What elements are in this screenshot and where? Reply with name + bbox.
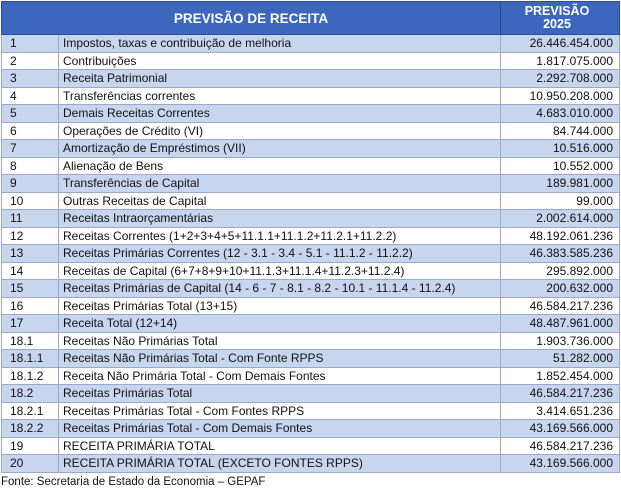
row-code: 11: [2, 210, 59, 228]
table-row: [2, 70, 620, 88]
table-title: PREVISÃO DE RECEITA: [2, 2, 501, 35]
row-label: Impostos, taxas e contribuição de melhoria: [59, 35, 501, 53]
table-row: [2, 227, 620, 245]
row-value: 46.383.585.236: [501, 245, 620, 263]
row-code: 4: [2, 87, 59, 105]
table-row: [2, 420, 620, 438]
row-code: 3: [2, 70, 59, 88]
table-row: [2, 52, 620, 70]
value-column-header: [501, 2, 620, 35]
row-code: 1: [2, 35, 59, 53]
row-label: Receitas Primárias Total - Com Fontes RPPS: [59, 402, 501, 420]
value-header-line1: PREVISÃO: [524, 4, 590, 18]
row-code: 6: [2, 122, 59, 140]
row-label: Receitas Intraorçamentárias: [59, 210, 501, 228]
table-row: [2, 105, 620, 123]
table-row: [2, 122, 620, 140]
row-code: 18.1: [2, 332, 59, 350]
row-label: Receitas Primárias Total (13+15): [59, 297, 501, 315]
row-label: Receitas Primárias Total - Com Demais Fontes: [59, 420, 501, 438]
row-value: 1.903.736.000: [501, 332, 620, 350]
row-code: 10: [2, 192, 59, 210]
row-code: 12: [2, 227, 59, 245]
row-code: 18.1.1: [2, 350, 59, 368]
row-code: 2: [2, 52, 59, 70]
row-label: Demais Receitas Correntes: [59, 105, 501, 123]
row-code: 18.1.2: [2, 367, 59, 385]
row-code: 8: [2, 157, 59, 175]
row-label: Receita Não Primária Total - Com Demais Fontes: [59, 367, 501, 385]
row-label: Receitas Correntes (1+2+3+4+5+11.1.1+11.1.2+11.2.1+11.2.2): [59, 227, 501, 245]
row-label: Receita Total (12+14): [59, 315, 501, 333]
row-label: Receitas Primárias Correntes (12 - 3.1 - 3.4 - 5.1 - 11.1.2 - 11.2.2): [59, 245, 501, 263]
table-row: [2, 157, 620, 175]
table-row: [2, 332, 620, 350]
row-code: 16: [2, 297, 59, 315]
row-value: 2.292.708.000: [501, 70, 620, 88]
row-value: 3.414.651.236: [501, 402, 620, 420]
row-value: 189.981.000: [501, 175, 620, 193]
table-row: [2, 385, 620, 403]
row-value: 84.744.000: [501, 122, 620, 140]
row-label: Receitas Não Primárias Total - Com Fonte RPPS: [59, 350, 501, 368]
row-code: 18.2.2: [2, 420, 59, 438]
table-row: [2, 87, 620, 105]
row-value: 1.852.454.000: [501, 367, 620, 385]
table-row: [2, 315, 620, 333]
row-label: Amortização de Empréstimos (VII): [59, 140, 501, 158]
row-label: RECEITA PRIMÁRIA TOTAL: [59, 437, 501, 455]
row-code: 9: [2, 175, 59, 193]
row-value: 43.169.566.000: [501, 420, 620, 438]
row-value: 48.487.961.000: [501, 315, 620, 333]
row-code: 13: [2, 245, 59, 263]
row-value: 200.632.000: [501, 280, 620, 298]
row-value: 46.584.217.236: [501, 385, 620, 403]
table-row: [2, 175, 620, 193]
row-value: 4.683.010.000: [501, 105, 620, 123]
row-code: 7: [2, 140, 59, 158]
value-header-line2: 2025: [543, 17, 571, 31]
table-row: [2, 280, 620, 298]
table-row: [2, 297, 620, 315]
table-row: [2, 192, 620, 210]
row-value: 46.584.217.236: [501, 297, 620, 315]
row-code: 20: [2, 455, 59, 473]
row-value: 295.892.000: [501, 262, 620, 280]
row-code: 18.2: [2, 385, 59, 403]
row-code: 14: [2, 262, 59, 280]
row-label: Contribuições: [59, 52, 501, 70]
row-code: 5: [2, 105, 59, 123]
table-body: [2, 35, 620, 473]
row-code: 17: [2, 315, 59, 333]
table-row: [2, 35, 620, 53]
row-label: Operações de Crédito (VI): [59, 122, 501, 140]
row-label: Receitas Não Primárias Total: [59, 332, 501, 350]
row-label: Receita Patrimonial: [59, 70, 501, 88]
table-row: [2, 455, 620, 473]
table-header-row: [2, 2, 620, 35]
row-label: Transferências correntes: [59, 87, 501, 105]
row-value: 10.516.000: [501, 140, 620, 158]
row-label: RECEITA PRIMÁRIA TOTAL (EXCETO FONTES RPPS): [59, 455, 501, 473]
table-row: [2, 350, 620, 368]
row-value: 1.817.075.000: [501, 52, 620, 70]
row-value: 99.000: [501, 192, 620, 210]
row-value: 43.169.566.000: [501, 455, 620, 473]
row-code: 18.2.1: [2, 402, 59, 420]
row-label: Alienação de Bens: [59, 157, 501, 175]
row-value: 26.446.454.000: [501, 35, 620, 53]
row-code: 15: [2, 280, 59, 298]
row-value: 10.950.208.000: [501, 87, 620, 105]
table-row: [2, 367, 620, 385]
row-value: 46.584.217.236: [501, 437, 620, 455]
table-row: [2, 437, 620, 455]
row-label: Outras Receitas de Capital: [59, 192, 501, 210]
table-row: [2, 210, 620, 228]
row-value: 10.552.000: [501, 157, 620, 175]
revenue-forecast-table: [1, 1, 620, 473]
row-label: Transferências de Capital: [59, 175, 501, 193]
table-row: [2, 402, 620, 420]
row-label: Receitas Primárias de Capital (14 - 6 - 7 - 8.1 - 8.2 - 10.1 - 11.1.4 - 11.2.4): [59, 280, 501, 298]
table-row: [2, 140, 620, 158]
row-label: Receitas Primárias Total: [59, 385, 501, 403]
row-label: Receitas de Capital (6+7+8+9+10+11.1.3+11.1.4+11.2.3+11.2.4): [59, 262, 501, 280]
row-value: 51.282.000: [501, 350, 620, 368]
row-value: 2.002.614.000: [501, 210, 620, 228]
row-code: 19: [2, 437, 59, 455]
table-row: [2, 245, 620, 263]
row-value: 48.192.061.236: [501, 227, 620, 245]
source-note: Fonte: Secretaria de Estado da Economia – GEPAF: [1, 475, 266, 488]
table-row: [2, 262, 620, 280]
